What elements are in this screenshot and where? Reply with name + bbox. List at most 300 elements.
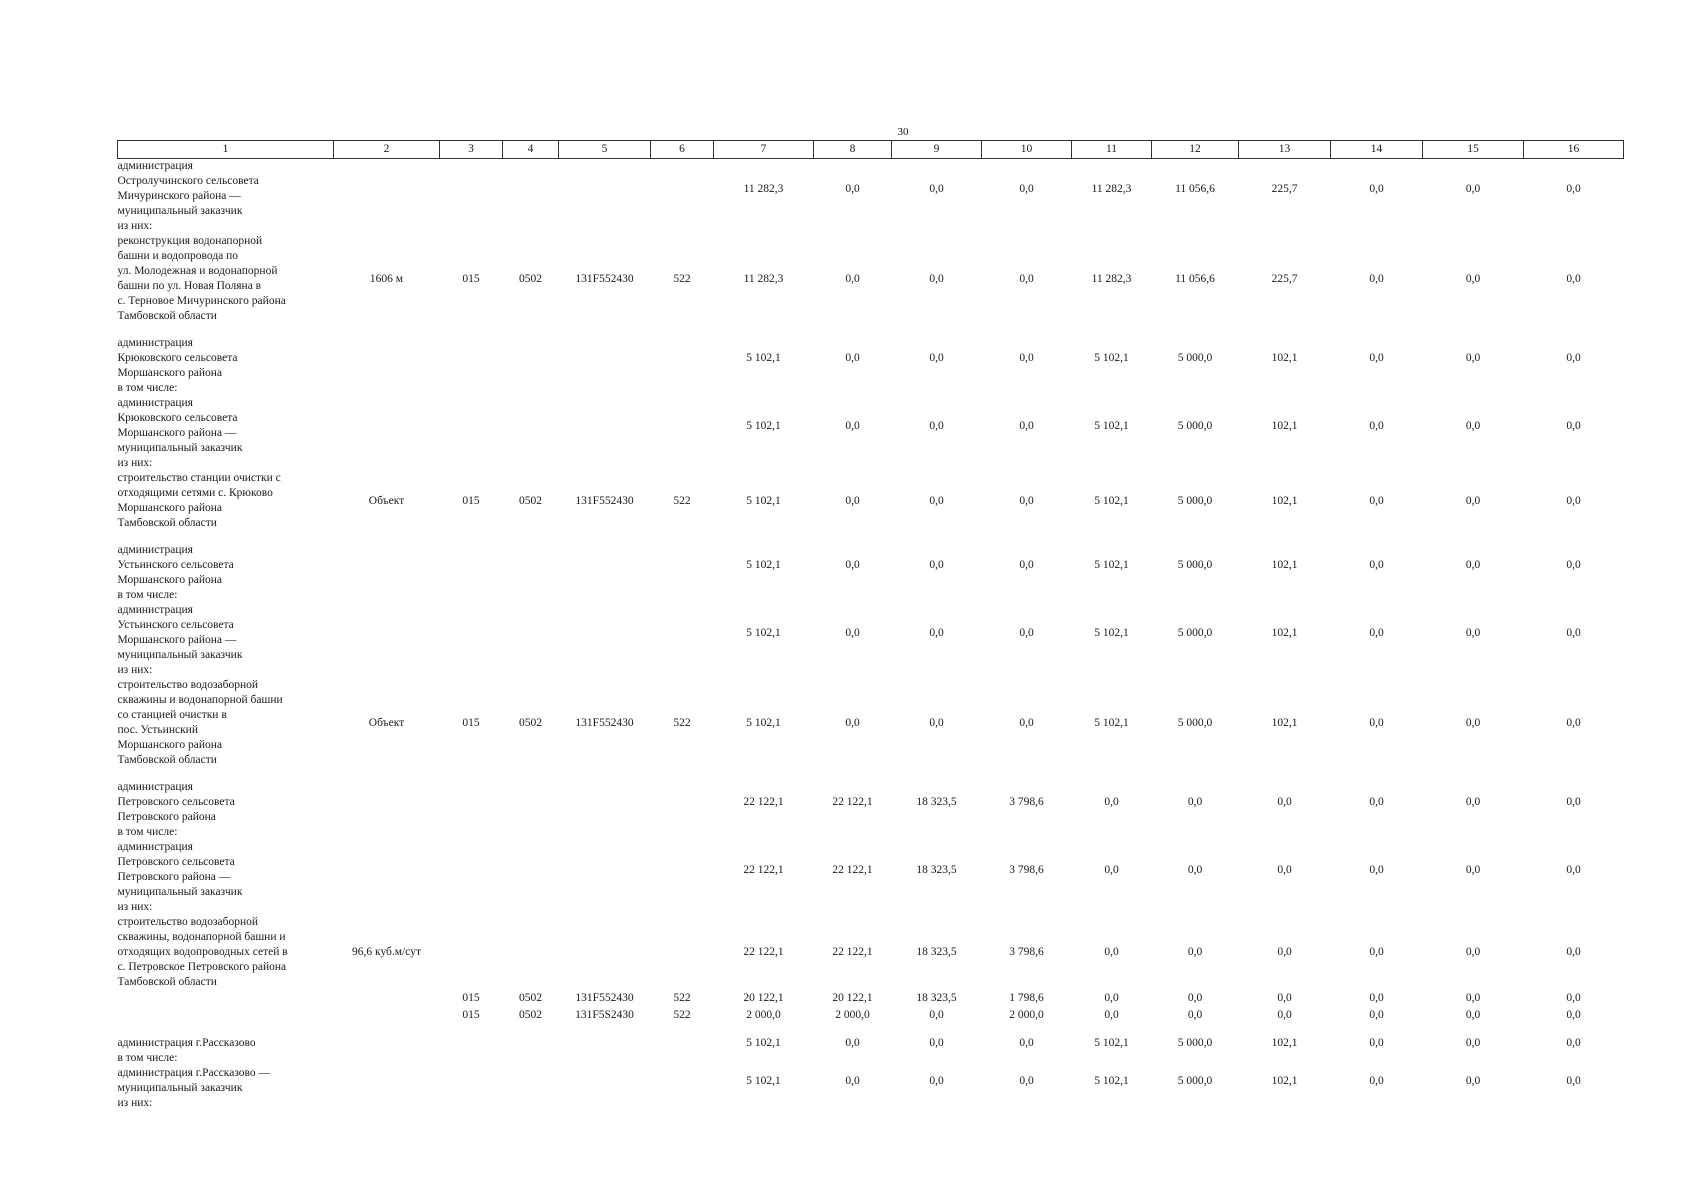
row-value-col-16 bbox=[1524, 381, 1624, 396]
row-value-col-12: 5 000,0 bbox=[1177, 1074, 1213, 1087]
row-value-col-11: 0,0 bbox=[1104, 796, 1119, 808]
row-code-3 bbox=[440, 219, 503, 234]
row-code-4 bbox=[503, 840, 559, 900]
row-value-col-16: 0,0 bbox=[1566, 1074, 1581, 1087]
row-value-col-9 bbox=[892, 456, 982, 471]
row-value-col-7 bbox=[714, 381, 814, 396]
row-value-col-7: 20 122,1 bbox=[743, 992, 784, 1004]
row-value-col-11 bbox=[1072, 1096, 1152, 1111]
column-header: 4 bbox=[503, 141, 559, 159]
table-row bbox=[118, 396, 1624, 456]
row-value-col-16: 0,0 bbox=[1566, 946, 1581, 958]
row-value-col-12: 5 000,0 bbox=[1177, 419, 1213, 432]
row-unit bbox=[334, 219, 440, 234]
row-unit: 96,6 куб.м/сут bbox=[352, 946, 421, 958]
row-value-col-15: 0,0 bbox=[1465, 182, 1481, 195]
row-code-3 bbox=[440, 915, 503, 990]
row-value-col-10: 3 798,6 bbox=[1009, 796, 1044, 808]
column-header: 15 bbox=[1423, 141, 1524, 159]
row-value-col-15 bbox=[1423, 381, 1524, 396]
row-value-col-8 bbox=[814, 588, 892, 603]
table-row bbox=[118, 1007, 1624, 1024]
row-code-4 bbox=[503, 396, 559, 456]
row-code-6 bbox=[651, 1096, 714, 1111]
row-value-col-7 bbox=[714, 663, 814, 678]
budget-table bbox=[117, 140, 1624, 1111]
row-code-5 bbox=[559, 381, 651, 396]
row-value-col-15 bbox=[1423, 1096, 1524, 1111]
table-body bbox=[118, 159, 1624, 1112]
row-value-col-16: 0,0 bbox=[1566, 272, 1581, 285]
row-code-3 bbox=[440, 1066, 503, 1096]
row-code-4 bbox=[503, 456, 559, 471]
row-value-col-15 bbox=[1423, 663, 1524, 678]
row-name: из них: bbox=[117, 1097, 153, 1109]
row-value-col-10 bbox=[982, 456, 1072, 471]
row-value-col-8: 0,0 bbox=[845, 1074, 860, 1087]
row-value-col-7 bbox=[714, 588, 814, 603]
row-value-col-15: 0,0 bbox=[1465, 716, 1481, 729]
row-unit bbox=[334, 159, 440, 220]
row-value-col-11 bbox=[1072, 825, 1152, 840]
row-code-4 bbox=[503, 663, 559, 678]
row-value-col-15 bbox=[1423, 900, 1524, 915]
row-value-col-8 bbox=[814, 825, 892, 840]
row-value-col-16: 0,0 bbox=[1566, 182, 1581, 195]
row-code-6 bbox=[651, 588, 714, 603]
row-unit bbox=[334, 1024, 440, 1051]
row-value-col-8: 0,0 bbox=[845, 419, 860, 432]
row-value-col-9: 0,0 bbox=[929, 716, 944, 729]
row-value-col-12 bbox=[1152, 1096, 1239, 1111]
row-value-col-10 bbox=[982, 588, 1072, 603]
row-code-3 bbox=[440, 588, 503, 603]
row-value-col-16 bbox=[1524, 1096, 1624, 1111]
row-value-col-15: 0,0 bbox=[1465, 1037, 1481, 1049]
row-value-col-13: 225,7 bbox=[1271, 182, 1298, 195]
row-value-col-16: 0,0 bbox=[1566, 716, 1581, 729]
row-value-col-12 bbox=[1152, 663, 1239, 678]
row-value-col-9 bbox=[892, 381, 982, 396]
row-value-col-14: 0,0 bbox=[1369, 1074, 1384, 1087]
row-value-col-7: 5 102,1 bbox=[746, 716, 781, 729]
row-code-3: 015 bbox=[462, 272, 480, 285]
row-value-col-13 bbox=[1239, 1096, 1331, 1111]
row-code-6 bbox=[651, 663, 714, 678]
row-value-col-12: 5 000,0 bbox=[1177, 352, 1213, 364]
row-name: из них: bbox=[117, 457, 153, 469]
row-value-col-13 bbox=[1239, 900, 1331, 915]
row-value-col-14: 0,0 bbox=[1369, 419, 1384, 432]
row-code-6 bbox=[651, 324, 714, 381]
row-name: администрация Петровского сельсовета Петровского района — муниципальный заказчик bbox=[117, 841, 243, 898]
row-code-5: 131F552430 bbox=[575, 272, 634, 285]
row-value-col-7: 5 102,1 bbox=[746, 1037, 781, 1049]
row-value-col-13: 0,0 bbox=[1277, 1009, 1292, 1021]
row-code-3 bbox=[440, 840, 503, 900]
row-value-col-12: 0,0 bbox=[1187, 863, 1203, 876]
row-value-col-16 bbox=[1524, 588, 1624, 603]
row-unit bbox=[334, 825, 440, 840]
row-unit: Объект bbox=[368, 716, 405, 729]
row-code-3 bbox=[440, 159, 503, 220]
row-value-col-14 bbox=[1331, 900, 1423, 915]
row-name: администрация г.Рассказово bbox=[117, 1037, 256, 1049]
row-value-col-13: 102,1 bbox=[1271, 494, 1298, 507]
row-value-col-16 bbox=[1524, 1051, 1624, 1066]
row-name: администрация Устьинского сельсовета Моршанского района — муниципальный заказчик bbox=[117, 604, 243, 661]
table-row bbox=[118, 663, 1624, 678]
row-value-col-12: 0,0 bbox=[1187, 946, 1203, 958]
row-unit bbox=[334, 588, 440, 603]
row-value-col-16: 0,0 bbox=[1566, 796, 1581, 808]
row-value-col-14: 0,0 bbox=[1369, 272, 1384, 285]
row-value-col-15: 0,0 bbox=[1465, 946, 1481, 958]
table-row bbox=[118, 990, 1624, 1007]
row-code-4: 0502 bbox=[519, 992, 542, 1004]
row-value-col-13: 225,7 bbox=[1271, 272, 1298, 285]
row-value-col-9: 18 323,5 bbox=[916, 992, 957, 1004]
row-value-col-8: 0,0 bbox=[845, 716, 860, 729]
row-code-6 bbox=[651, 219, 714, 234]
row-unit bbox=[334, 603, 440, 663]
row-code-5 bbox=[559, 900, 651, 915]
row-code-4: 0502 bbox=[519, 494, 542, 507]
row-value-col-16: 0,0 bbox=[1566, 352, 1581, 364]
row-value-col-14: 0,0 bbox=[1369, 559, 1384, 571]
row-value-col-8: 0,0 bbox=[845, 1037, 860, 1049]
row-value-col-8: 0,0 bbox=[845, 272, 860, 285]
row-value-col-12 bbox=[1152, 825, 1239, 840]
row-code-6: 522 bbox=[673, 1009, 691, 1021]
row-value-col-12: 0,0 bbox=[1187, 992, 1203, 1004]
row-value-col-15: 0,0 bbox=[1465, 992, 1481, 1004]
row-code-6 bbox=[651, 159, 714, 220]
row-value-col-13: 102,1 bbox=[1271, 1037, 1298, 1049]
row-value-col-16 bbox=[1524, 663, 1624, 678]
row-value-col-13 bbox=[1239, 588, 1331, 603]
row-name: администрация Крюковского сельсовета Моршанского района — муниципальный заказчик bbox=[117, 397, 243, 454]
row-code-5 bbox=[559, 825, 651, 840]
row-code-4: 0502 bbox=[519, 716, 542, 729]
row-code-6: 522 bbox=[673, 716, 691, 729]
row-value-col-16: 0,0 bbox=[1566, 863, 1581, 876]
row-value-col-14 bbox=[1331, 825, 1423, 840]
row-unit bbox=[334, 381, 440, 396]
row-code-5 bbox=[559, 324, 651, 381]
row-unit bbox=[334, 531, 440, 588]
row-value-col-10: 0,0 bbox=[1019, 559, 1034, 571]
row-code-3 bbox=[440, 768, 503, 825]
row-value-col-10 bbox=[982, 900, 1072, 915]
row-value-col-8: 0,0 bbox=[845, 494, 860, 507]
row-value-col-11: 11 282,3 bbox=[1091, 182, 1132, 195]
row-code-3 bbox=[440, 324, 503, 381]
column-header: 11 bbox=[1072, 141, 1152, 159]
row-value-col-10 bbox=[982, 381, 1072, 396]
row-code-5 bbox=[559, 840, 651, 900]
row-code-4 bbox=[503, 603, 559, 663]
table-row bbox=[118, 1096, 1624, 1111]
row-value-col-7: 5 102,1 bbox=[746, 1074, 781, 1087]
row-value-col-7 bbox=[714, 1051, 814, 1066]
row-code-5 bbox=[559, 456, 651, 471]
row-code-3: 015 bbox=[462, 494, 480, 507]
row-value-col-7 bbox=[714, 825, 814, 840]
row-name: администрация Устьинского сельсовета Моршанского района bbox=[117, 544, 234, 586]
column-header: 16 bbox=[1524, 141, 1624, 159]
row-value-col-10: 0,0 bbox=[1019, 1074, 1034, 1087]
row-value-col-16: 0,0 bbox=[1566, 494, 1581, 507]
table-row bbox=[118, 1066, 1624, 1096]
row-value-col-14: 0,0 bbox=[1369, 863, 1384, 876]
row-value-col-8: 0,0 bbox=[845, 352, 860, 364]
column-header: 12 bbox=[1152, 141, 1239, 159]
table-row bbox=[118, 219, 1624, 234]
row-code-4 bbox=[503, 381, 559, 396]
row-value-col-7: 5 102,1 bbox=[746, 419, 781, 432]
row-name: администрация Остролучинского сельсовета Мичуринского района — муниципальный заказчик bbox=[117, 160, 259, 217]
row-value-col-15 bbox=[1423, 588, 1524, 603]
row-value-col-11: 5 102,1 bbox=[1094, 559, 1129, 571]
row-value-col-7 bbox=[714, 1096, 814, 1111]
row-name: в том числе: bbox=[117, 589, 178, 601]
table-row bbox=[118, 678, 1624, 768]
row-unit bbox=[334, 663, 440, 678]
column-header: 1 bbox=[118, 141, 334, 159]
row-name: администрация г.Рассказово — муниципальный заказчик bbox=[117, 1067, 271, 1094]
row-value-col-11: 0,0 bbox=[1104, 992, 1119, 1004]
row-value-col-9: 0,0 bbox=[929, 626, 944, 639]
row-value-col-7 bbox=[714, 456, 814, 471]
row-value-col-10: 0,0 bbox=[1019, 494, 1034, 507]
row-code-6 bbox=[651, 840, 714, 900]
table-row bbox=[118, 915, 1624, 990]
row-value-col-7 bbox=[714, 900, 814, 915]
row-code-5 bbox=[559, 1024, 651, 1051]
row-code-5 bbox=[559, 603, 651, 663]
column-header: 10 bbox=[982, 141, 1072, 159]
row-code-6 bbox=[651, 381, 714, 396]
column-header: 13 bbox=[1239, 141, 1331, 159]
row-code-3 bbox=[440, 603, 503, 663]
row-value-col-13: 0,0 bbox=[1277, 863, 1292, 876]
row-code-3 bbox=[440, 531, 503, 588]
row-code-4 bbox=[503, 768, 559, 825]
row-code-6: 522 bbox=[673, 494, 691, 507]
row-unit: 1606 м bbox=[369, 272, 404, 285]
row-value-col-15: 0,0 bbox=[1465, 419, 1481, 432]
row-name: в том числе: bbox=[117, 826, 178, 838]
row-value-col-10: 3 798,6 bbox=[1009, 946, 1044, 958]
row-value-col-11 bbox=[1072, 588, 1152, 603]
row-code-3 bbox=[440, 663, 503, 678]
row-value-col-7: 5 102,1 bbox=[746, 559, 781, 571]
row-code-5 bbox=[559, 915, 651, 990]
row-code-6: 522 bbox=[673, 272, 691, 285]
row-value-col-8: 0,0 bbox=[845, 559, 860, 571]
row-name bbox=[118, 1007, 334, 1024]
row-code-4 bbox=[503, 915, 559, 990]
row-value-col-7: 11 282,3 bbox=[743, 182, 784, 195]
row-value-col-9: 0,0 bbox=[929, 559, 944, 571]
row-value-col-9: 0,0 bbox=[929, 1009, 944, 1021]
table-row bbox=[118, 234, 1624, 324]
table-row bbox=[118, 381, 1624, 396]
row-value-col-7: 2 000,0 bbox=[746, 1009, 781, 1021]
row-code-5: 131F5S2430 bbox=[575, 1009, 634, 1021]
row-value-col-15: 0,0 bbox=[1465, 494, 1481, 507]
row-value-col-12 bbox=[1152, 381, 1239, 396]
row-value-col-10: 3 798,6 bbox=[1009, 863, 1044, 876]
row-name: из них: bbox=[117, 901, 153, 913]
row-value-col-7: 22 122,1 bbox=[743, 863, 784, 876]
row-name: администрация Крюковского сельсовета Моршанского района bbox=[117, 337, 238, 379]
row-value-col-14: 0,0 bbox=[1369, 716, 1384, 729]
row-value-col-8: 0,0 bbox=[845, 182, 860, 195]
row-value-col-9: 0,0 bbox=[929, 1037, 944, 1049]
row-value-col-8: 20 122,1 bbox=[832, 992, 873, 1004]
row-value-col-10: 0,0 bbox=[1019, 419, 1034, 432]
row-unit bbox=[334, 990, 440, 1007]
row-value-col-12 bbox=[1152, 219, 1239, 234]
row-code-4 bbox=[503, 1051, 559, 1066]
row-value-col-9 bbox=[892, 1096, 982, 1111]
row-name: строительство станции очистки с отходящими сетями с. Крюково Моршанского района Тамбовской области bbox=[117, 472, 281, 529]
row-value-col-14: 0,0 bbox=[1369, 1037, 1384, 1049]
row-value-col-11: 0,0 bbox=[1104, 1009, 1119, 1021]
row-code-6 bbox=[651, 456, 714, 471]
row-value-col-7: 22 122,1 bbox=[743, 796, 784, 808]
row-code-5 bbox=[559, 396, 651, 456]
row-value-col-8: 22 122,1 bbox=[832, 796, 873, 808]
row-value-col-14 bbox=[1331, 219, 1423, 234]
row-code-6 bbox=[651, 915, 714, 990]
row-unit bbox=[334, 900, 440, 915]
row-value-col-11: 0,0 bbox=[1104, 946, 1119, 958]
row-value-col-12: 11 056,6 bbox=[1175, 182, 1215, 195]
row-code-4 bbox=[503, 531, 559, 588]
table-row bbox=[118, 456, 1624, 471]
row-code-5 bbox=[559, 159, 651, 220]
table-row bbox=[118, 603, 1624, 663]
row-value-col-11: 11 282,3 bbox=[1091, 272, 1132, 285]
table-row bbox=[118, 1024, 1624, 1051]
row-unit bbox=[334, 1007, 440, 1024]
row-value-col-13: 102,1 bbox=[1271, 626, 1298, 639]
table-row bbox=[118, 324, 1624, 381]
column-header: 9 bbox=[892, 141, 982, 159]
row-value-col-14: 0,0 bbox=[1369, 992, 1384, 1004]
row-code-3 bbox=[440, 825, 503, 840]
row-code-3 bbox=[440, 1051, 503, 1066]
row-code-4 bbox=[503, 588, 559, 603]
row-value-col-9: 18 323,5 bbox=[916, 796, 957, 808]
row-value-col-16: 0,0 bbox=[1566, 1037, 1581, 1049]
row-value-col-12: 5 000,0 bbox=[1177, 559, 1213, 571]
column-header: 5 bbox=[559, 141, 651, 159]
row-value-col-12: 0,0 bbox=[1187, 796, 1203, 808]
row-value-col-13: 0,0 bbox=[1277, 796, 1292, 808]
row-name bbox=[118, 990, 334, 1007]
row-value-col-11: 5 102,1 bbox=[1094, 716, 1129, 729]
row-value-col-11: 5 102,1 bbox=[1094, 352, 1129, 364]
row-value-col-14 bbox=[1331, 588, 1423, 603]
row-code-6 bbox=[651, 900, 714, 915]
row-code-3 bbox=[440, 456, 503, 471]
row-code-6 bbox=[651, 1066, 714, 1096]
row-code-5 bbox=[559, 663, 651, 678]
table-row bbox=[118, 825, 1624, 840]
row-value-col-12: 5 000,0 bbox=[1177, 716, 1213, 729]
row-value-col-13 bbox=[1239, 381, 1331, 396]
row-name: в том числе: bbox=[117, 1052, 178, 1064]
row-value-col-15: 0,0 bbox=[1465, 272, 1481, 285]
table-row bbox=[118, 588, 1624, 603]
row-unit bbox=[334, 1096, 440, 1111]
row-value-col-13: 0,0 bbox=[1277, 946, 1292, 958]
row-code-4 bbox=[503, 324, 559, 381]
row-value-col-7: 11 282,3 bbox=[743, 272, 784, 285]
row-value-col-12 bbox=[1152, 1051, 1239, 1066]
row-value-col-9 bbox=[892, 900, 982, 915]
row-code-4 bbox=[503, 825, 559, 840]
row-code-4 bbox=[503, 900, 559, 915]
row-value-col-9: 0,0 bbox=[929, 1074, 944, 1087]
row-value-col-11 bbox=[1072, 456, 1152, 471]
table-row bbox=[118, 159, 1624, 220]
row-value-col-11: 5 102,1 bbox=[1094, 1074, 1129, 1087]
row-code-6 bbox=[651, 1051, 714, 1066]
row-value-col-9: 18 323,5 bbox=[916, 863, 957, 876]
row-code-4: 0502 bbox=[519, 1009, 542, 1021]
row-value-col-8 bbox=[814, 456, 892, 471]
table-row bbox=[118, 471, 1624, 531]
row-value-col-10: 0,0 bbox=[1019, 716, 1034, 729]
row-value-col-10: 0,0 bbox=[1019, 1037, 1034, 1049]
row-value-col-9: 0,0 bbox=[929, 419, 944, 432]
row-code-6 bbox=[651, 825, 714, 840]
row-value-col-12: 5 000,0 bbox=[1177, 1037, 1213, 1049]
row-value-col-9: 0,0 bbox=[929, 272, 944, 285]
row-value-col-13 bbox=[1239, 1051, 1331, 1066]
row-value-col-14: 0,0 bbox=[1369, 494, 1384, 507]
row-unit bbox=[334, 1066, 440, 1096]
row-name: из них: bbox=[117, 664, 153, 676]
row-unit bbox=[334, 840, 440, 900]
row-value-col-11 bbox=[1072, 219, 1152, 234]
row-value-col-11: 5 102,1 bbox=[1094, 494, 1129, 507]
row-value-col-15: 0,0 bbox=[1465, 559, 1481, 571]
column-header: 6 bbox=[651, 141, 714, 159]
row-value-col-14 bbox=[1331, 381, 1423, 396]
row-code-4 bbox=[503, 159, 559, 220]
row-value-col-9: 0,0 bbox=[929, 494, 944, 507]
row-value-col-10: 2 000,0 bbox=[1009, 1009, 1044, 1021]
row-value-col-8 bbox=[814, 381, 892, 396]
row-value-col-7 bbox=[714, 219, 814, 234]
row-value-col-13: 102,1 bbox=[1271, 352, 1298, 364]
row-code-3: 015 bbox=[462, 1009, 480, 1021]
row-name: строительство водозаборной скважины и водонапорной башни со станцией очистки в пос. Устьинский Моршанского района Тамбовской области bbox=[117, 679, 283, 766]
row-code-5 bbox=[559, 1051, 651, 1066]
row-name: администрация Петровского сельсовета Петровского района bbox=[117, 781, 235, 823]
row-value-col-9: 0,0 bbox=[929, 352, 944, 364]
row-value-col-16 bbox=[1524, 456, 1624, 471]
row-value-col-10: 0,0 bbox=[1019, 626, 1034, 639]
row-value-col-16 bbox=[1524, 900, 1624, 915]
row-value-col-10: 0,0 bbox=[1019, 182, 1034, 195]
